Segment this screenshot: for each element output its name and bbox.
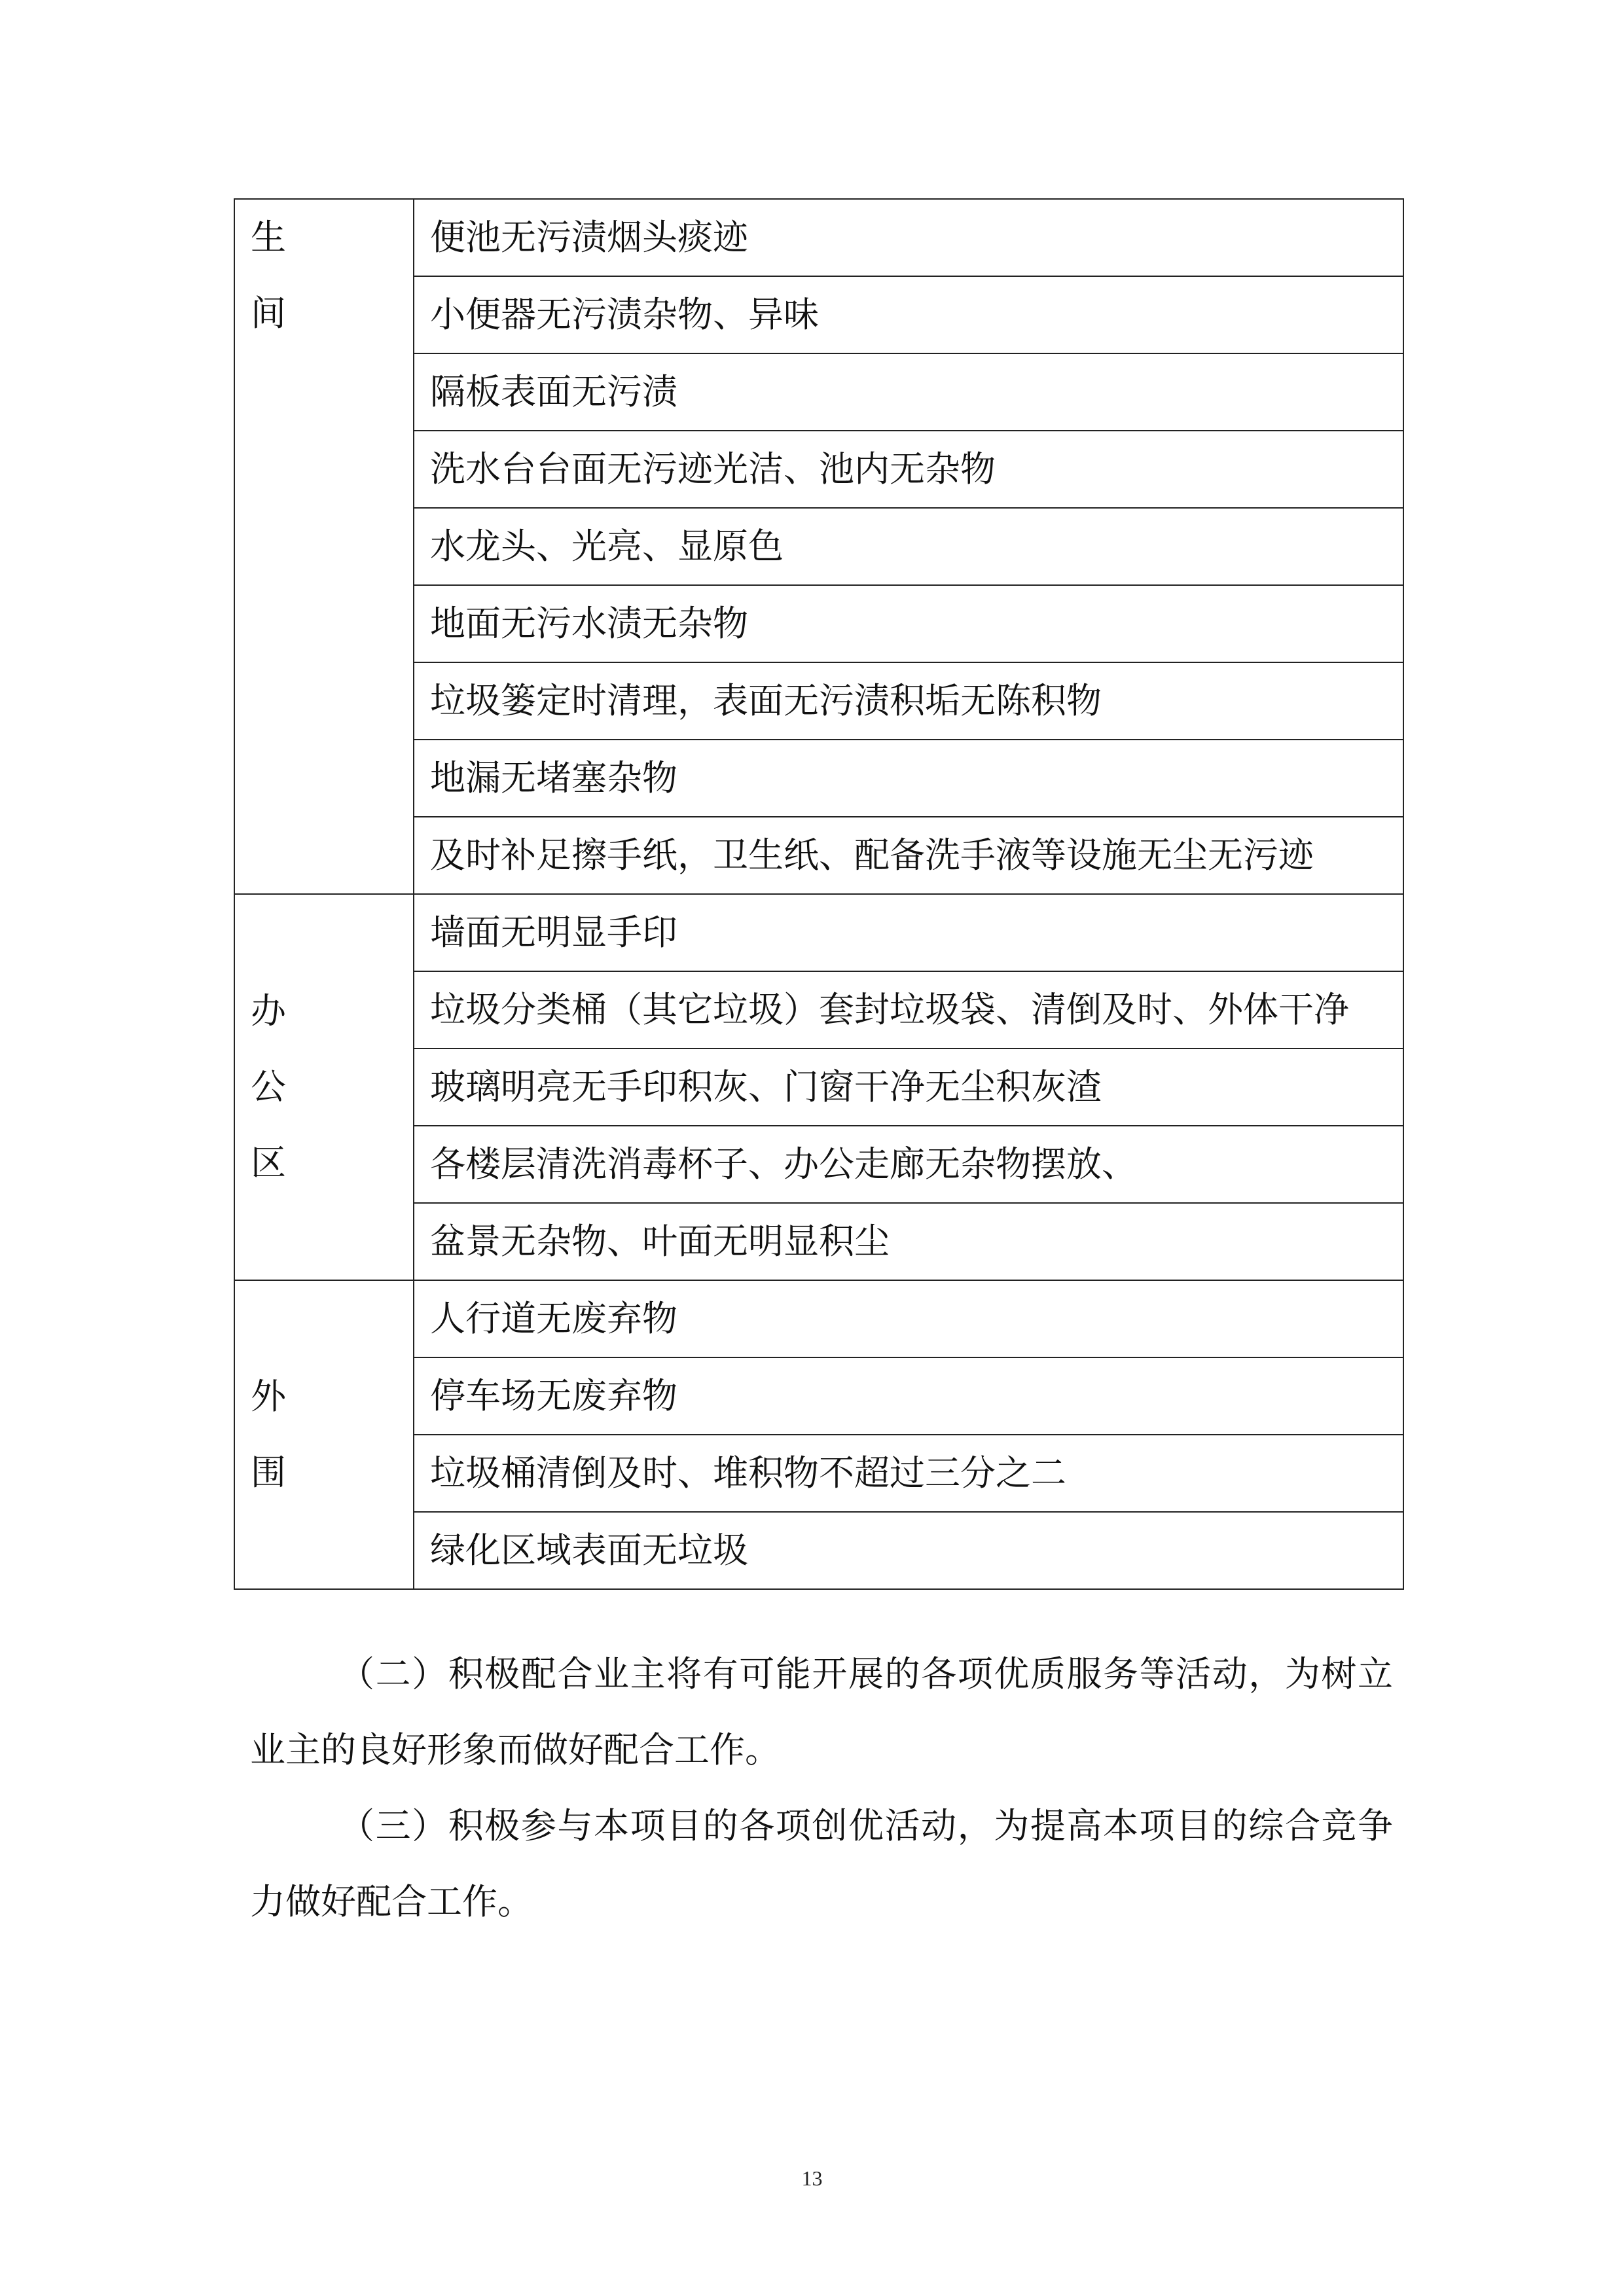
standard-item-cell (414, 1280, 1403, 1357)
standard-item-cell (414, 1357, 1403, 1435)
standard-item-cell (414, 1126, 1403, 1203)
area-cell-restroom (234, 199, 414, 894)
paragraph-participate-excellence: （三）积极参与本项目的各项创优活动，为提高本项目的综合竞争力做好配合工作。 (250, 1805, 1393, 1922)
paragraph-cooperate-owner: （二）积极配合业主将有可能开展的各项优质服务等活动，为树立业主的良好形象而做好配合工作。 (250, 1653, 1393, 1770)
area-label-char: 办 (251, 990, 286, 1031)
standard-item-cell (414, 1203, 1403, 1280)
standard-item-text: 盆景无杂物、叶面无明显积尘 (430, 1221, 890, 1262)
standard-item-cell (414, 817, 1403, 894)
standard-item-text: 墙面无明显手印 (430, 912, 677, 953)
standard-item-cell (414, 199, 1403, 276)
standard-item-text: 隔板表面无污渍 (430, 371, 677, 412)
standard-item-cell (414, 431, 1403, 508)
area-cell-perimeter (234, 1280, 414, 1589)
standard-item-cell (414, 662, 1403, 740)
standard-item-cell (414, 894, 1403, 971)
standard-item-text: 便池无污渍烟头痰迹 (430, 217, 748, 258)
page-number: 13 (801, 2166, 823, 2190)
cleaning-standards-table (234, 198, 1404, 1590)
standard-item-cell (414, 276, 1403, 353)
area-label-char: 公 (251, 1066, 286, 1107)
standard-item-text: 垃圾桶清倒及时、堆积物不超过三分之二 (430, 1452, 1066, 1494)
standard-item-cell (414, 1435, 1403, 1512)
standard-item-text: 垃圾篓定时清理，表面无污渍积垢无陈积物 (430, 680, 1102, 721)
standard-item-cell (414, 1512, 1403, 1589)
area-label-char: 外 (251, 1376, 286, 1417)
area-label-char: 生 (251, 217, 286, 258)
standard-item-cell (414, 585, 1403, 662)
area-label-char: 围 (251, 1452, 286, 1493)
table-row (234, 199, 1403, 276)
standard-item-cell (414, 353, 1403, 431)
standard-item-text: 绿化区域表面无垃圾 (430, 1530, 748, 1571)
standard-item-text: 地漏无堵塞杂物 (430, 757, 677, 798)
standard-item-text: 垃圾分类桶（其它垃圾）套封垃圾袋、清倒及时、外体干净 (430, 989, 1349, 1030)
standard-item-text: 人行道无废弃物 (430, 1298, 677, 1339)
standard-item-text: 洗水台台面无污迹光洁、池内无杂物 (430, 448, 996, 490)
standard-item-cell (414, 971, 1403, 1049)
standard-item-cell (414, 740, 1403, 817)
standard-item-text: 地面无污水渍无杂物 (430, 603, 748, 644)
area-label-char: 区 (251, 1142, 286, 1183)
table-row (234, 1280, 1403, 1357)
standard-item-text: 停车场无废弃物 (430, 1375, 677, 1416)
standard-item-text: 小便器无污渍杂物、异味 (430, 294, 819, 335)
area-label-char: 间 (251, 293, 286, 334)
area-cell-office (234, 894, 414, 1280)
standard-item-cell (414, 1049, 1403, 1126)
standard-item-text: 玻璃明亮无手印积灰、门窗干净无尘积灰渣 (430, 1066, 1102, 1107)
standard-item-text: 水龙头、光亮、显原色 (430, 526, 784, 567)
standard-item-text: 及时补足擦手纸，卫生纸、配备洗手液等设施无尘无污迹 (430, 834, 1314, 876)
standard-item-text: 各楼层清洗消毒杯子、办公走廊无杂物摆放、 (430, 1143, 1137, 1185)
standard-item-cell (414, 508, 1403, 585)
table-row (234, 894, 1403, 971)
